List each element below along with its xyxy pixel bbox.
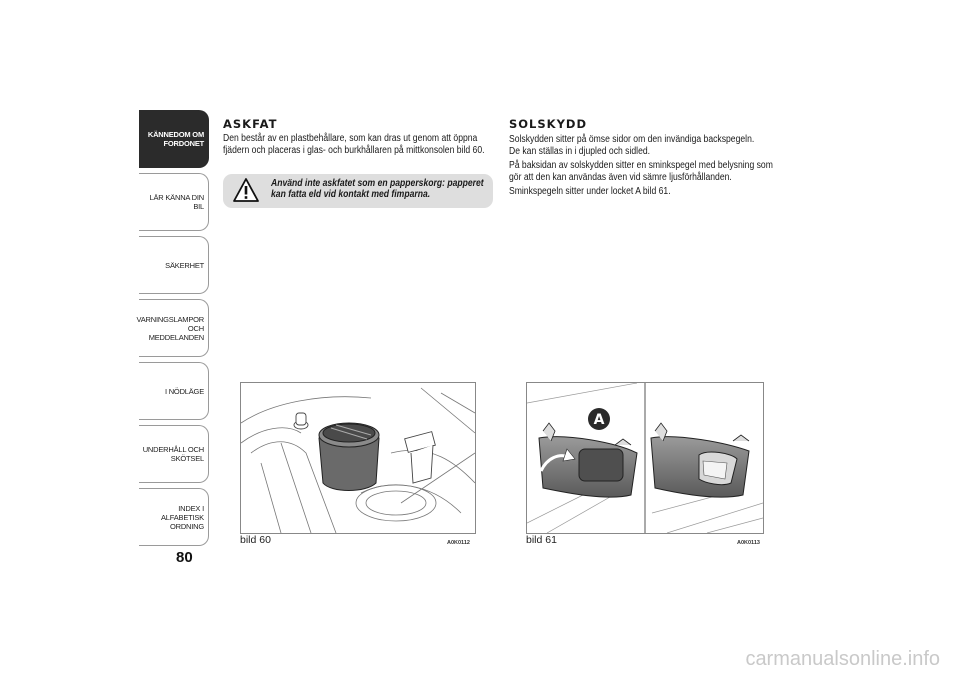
warning-triangle-icon [233, 178, 259, 202]
tab-i-nodlage[interactable]: I NÖDLÄGE [139, 362, 209, 420]
tab-varningslampor[interactable]: VARNINGSLAMPOR OCH MEDDELANDEN [139, 299, 209, 357]
heading-askfat: ASKFAT [223, 117, 278, 131]
figure-code-61: A0K0113 [737, 540, 760, 546]
askfat-text [223, 133, 484, 156]
marker-a: A [593, 412, 605, 428]
warning-line: kan fatta eld vid kontakt med fimparna. [271, 189, 431, 200]
page-number: 80 [176, 549, 193, 566]
askfat-line: Den består av en plastbehållare, som kan dras ut genom att öppna [223, 133, 478, 144]
figure-sunvisor [526, 382, 764, 534]
solskydd-text [509, 134, 773, 198]
askfat-line: fjädern och placeras i glas- och burkhållaren på mittkonsolen bild 60. [223, 144, 485, 156]
solskydd-line: På baksidan av solskydden sitter en sminkspegel med belysning som [509, 160, 773, 171]
figure-code-60: A0K0112 [447, 540, 470, 546]
figure-ashtray [240, 382, 476, 534]
sunvisor-illustration [527, 383, 763, 533]
heading-solskydd: SOLSKYDD [509, 117, 587, 131]
solskydd-line: Solskydden sitter på ömse sidor om den invändiga backspegeln. [509, 134, 755, 145]
solskydd-line: De kan ställas in i djupled och sidled. [509, 145, 651, 157]
warning-text [271, 178, 490, 200]
solskydd-line: gör att den kan användas även vid sämre ljusförhållanden. [509, 171, 732, 183]
footer-watermark: carmanualsonline.info [745, 648, 940, 670]
warning-line: Använd inte askfatet som en papperskorg: papperet [271, 178, 484, 189]
tab-kannedom-om-fordonet[interactable]: KÄNNEDOM OM FORDONET [139, 110, 209, 168]
tab-index[interactable]: INDEX I ALFABETISK ORDNING [139, 488, 209, 546]
figure-caption-60: bild 60 [240, 534, 271, 546]
tab-lar-kanna-din-bil[interactable]: LÄR KÄNNA DIN BIL [139, 173, 209, 231]
solskydd-line: Sminkspegeln sitter under locket A bild 61. [509, 186, 671, 197]
tab-sakerhet[interactable]: SÄKERHET [139, 236, 209, 294]
figure-caption-61: bild 61 [526, 534, 557, 546]
ashtray-illustration [241, 383, 475, 533]
tab-underhall-och-skotsel[interactable]: UNDERHÅLL OCH SKÖTSEL [139, 425, 209, 483]
